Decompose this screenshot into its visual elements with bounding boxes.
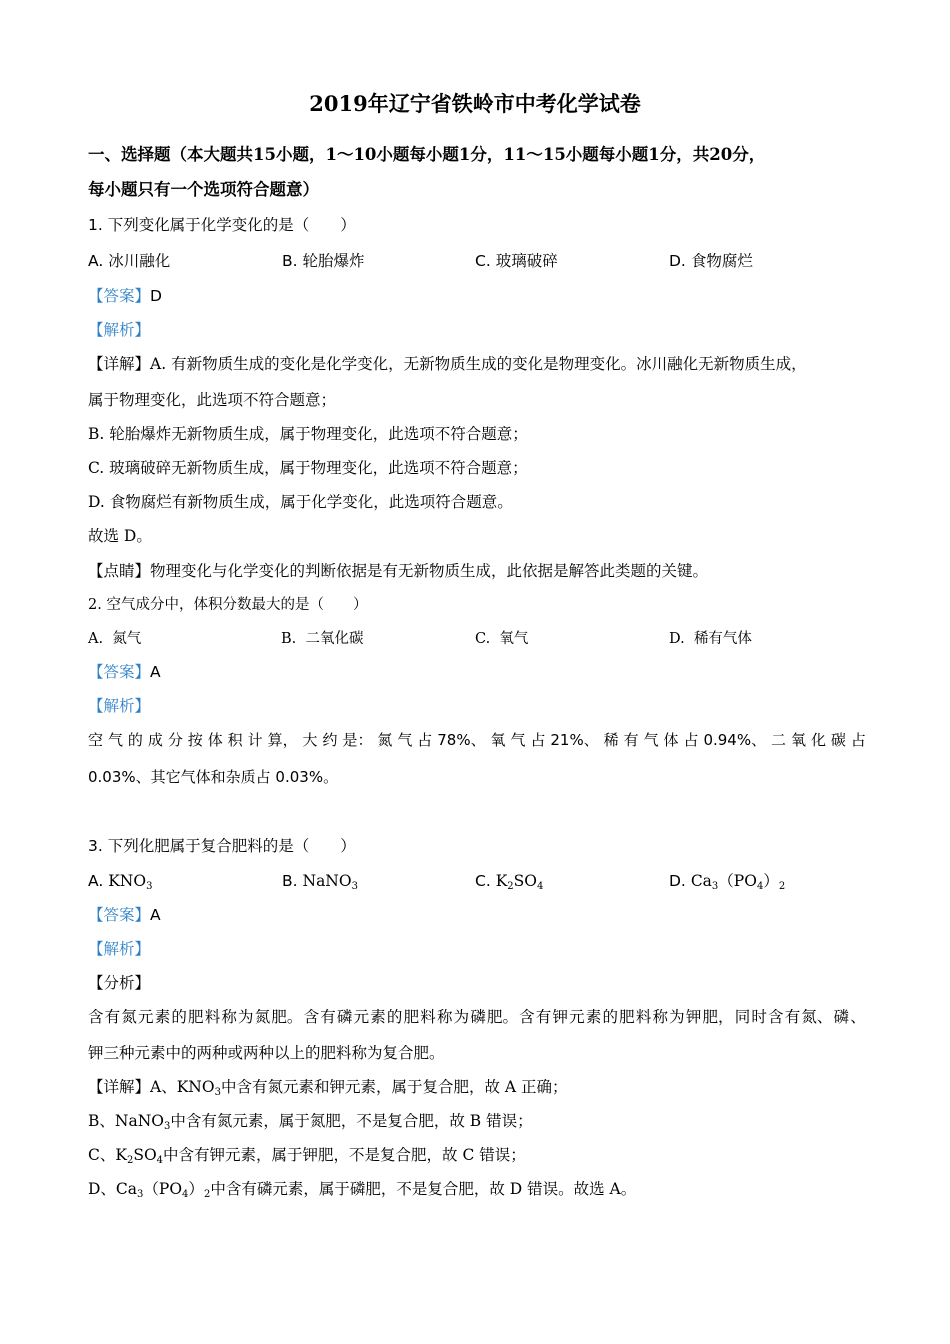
justified-segment: 空	[88, 731, 104, 749]
justified-segment: 气	[510, 731, 526, 749]
justified-segment: 元	[353, 1008, 370, 1026]
justified-segment: 为	[453, 1008, 470, 1026]
q2-answer	[88, 662, 161, 682]
justified-segment: 是：	[342, 731, 373, 749]
justified-segment: 体	[207, 731, 223, 749]
justified-segment: 成	[147, 731, 163, 749]
section-header-continued: 每小题只有一个选项符合题意）	[88, 180, 319, 199]
justified-segment: 约	[322, 731, 338, 749]
justified-segment: 料	[420, 1008, 436, 1026]
q3-analysis-tag: 【解析】	[88, 940, 151, 958]
question-3-number: 3.	[88, 837, 103, 855]
justified-segment: 有	[535, 1008, 552, 1026]
justified-segment: 有	[320, 1008, 336, 1026]
q2-option-b: B. 二氧化碳	[281, 631, 364, 647]
q3-detail-line: B、NaNO$_3$中含有氮元素，属于氮肥，不是复合肥，故 B 错误；	[88, 1112, 533, 1132]
q1-detail-line: C. 玻璃破碎无新物质生成，属于物理变化，此选项不符合题意；	[88, 459, 528, 477]
page-title: 2019年辽宁省铁岭市中考化学试卷	[309, 91, 641, 116]
question-1-stem	[88, 215, 356, 235]
justified-segment: 氧	[490, 731, 506, 749]
answer-tag: 【答案】	[88, 663, 151, 681]
q3-option-a: A. $KNO_3$	[88, 872, 153, 892]
justified-segment: 元	[138, 1008, 154, 1026]
q3-option-d: D. $Ca_3(PO_4)_2$	[669, 872, 786, 892]
justified-segment: 有	[623, 731, 639, 749]
justified-segment: 占	[683, 731, 699, 749]
justified-segment: 占	[530, 731, 546, 749]
q1-detail-line: D. 食物腐烂有新物质生成，属于化学变化，此选项符合题意。	[88, 493, 513, 511]
justified-segment: 的	[386, 1008, 403, 1026]
justified-segment: 含	[303, 1008, 320, 1026]
q1-comment: 【点睛】物理变化与化学变化的判断依据是有无新物质生成，此依据是解答此类题的关键。	[88, 562, 709, 580]
justified-segment: 有	[784, 1008, 801, 1026]
justified-segment: 碳	[830, 731, 846, 749]
answer-value: D	[150, 287, 162, 305]
section-header: 一、选择题（本大题共15小题，1～10小题每小题1分，11～15小题每小题1分，共20分，	[88, 145, 766, 164]
q3-detail-line: C、$K_2SO_4$中含有钾元素，属于钾肥，不是复合肥，故 C 错误；	[88, 1146, 526, 1166]
q2-analysis-line	[88, 730, 866, 750]
q3-option-b: B. NaNO$_3$	[282, 872, 358, 892]
q3-fenxi-line: 钾三种元素中的两种或两种以上的肥料称为复合肥。	[88, 1044, 445, 1062]
q1-analysis-tag: 【解析】	[88, 321, 151, 339]
justified-segment: 的	[602, 1008, 618, 1026]
justified-segment: 的	[171, 1008, 187, 1026]
justified-segment: 21%、	[550, 731, 599, 749]
justified-segment: 积	[227, 731, 243, 749]
answer-tag: 【答案】	[88, 287, 151, 305]
justified-segment: 元	[569, 1008, 585, 1026]
justified-segment: 肥	[403, 1008, 420, 1026]
q1-option-c: C. 玻璃破碎	[475, 252, 558, 270]
q1-detail-line: B. 轮胎爆炸无新物质生成，属于物理变化，此选项不符合题意；	[88, 425, 528, 443]
justified-segment: 二	[771, 731, 787, 749]
justified-segment: 肥，	[702, 1008, 734, 1026]
q3-fenxi-tag: 【分析】	[88, 974, 151, 992]
q2-option-d: D. 稀有气体	[669, 631, 752, 647]
justified-segment: 含	[768, 1008, 784, 1026]
justified-segment: 算，	[267, 731, 298, 749]
justified-segment: 稀	[603, 731, 619, 749]
answer-tag: 【答案】	[88, 906, 151, 924]
q3-answer	[88, 905, 161, 925]
justified-segment: 有	[104, 1008, 121, 1026]
justified-segment: 78%、	[437, 731, 486, 749]
justified-segment: 气	[643, 731, 659, 749]
justified-segment: 占	[850, 731, 866, 749]
justified-segment: 磷	[336, 1008, 353, 1026]
answer-value: A	[150, 663, 161, 681]
justified-segment: 料	[635, 1008, 652, 1026]
justified-segment: 肥。	[271, 1008, 303, 1026]
question-3-stem	[88, 836, 356, 856]
q2-option-c: C. 氧气	[475, 631, 529, 647]
justified-segment: 化	[810, 731, 826, 749]
justified-segment: 同	[734, 1008, 751, 1026]
q1-conclusion: 故选 D。	[88, 527, 152, 545]
justified-segment: 体	[663, 731, 679, 749]
justified-segment: 计	[247, 731, 263, 749]
answer-value: A	[150, 906, 161, 924]
justified-segment: 为	[238, 1008, 254, 1026]
justified-segment: 素	[154, 1008, 171, 1026]
question-1-text: 下列变化属于化学变化的是（ ）	[107, 216, 356, 234]
justified-segment: 分	[167, 731, 183, 749]
justified-segment: 0.94%、	[703, 731, 767, 749]
justified-segment: 氧	[790, 731, 806, 749]
q1-option-b: B. 轮胎爆炸	[282, 252, 365, 270]
question-1-number: 1.	[88, 216, 103, 234]
q1-detail-line: 【详解】A. 有新物质生成的变化是化学变化，无新物质生成的变化是物理变化。冰川融化无新物质生成，	[88, 355, 807, 373]
q3-fenxi-line	[88, 1007, 866, 1027]
justified-segment: 素	[370, 1008, 386, 1026]
justified-segment: 钾	[552, 1008, 568, 1026]
justified-segment: 称	[436, 1008, 453, 1026]
justified-segment: 的	[127, 731, 143, 749]
justified-segment: 磷	[833, 1008, 850, 1026]
q3-option-c: C. $K_2SO_4$	[475, 872, 544, 892]
justified-segment: 时	[751, 1008, 767, 1026]
justified-segment: 按	[187, 731, 203, 749]
q1-option-d: D. 食物腐烂	[669, 252, 753, 270]
q3-detail-line: D、$Ca_3(PO_4)_2$中含有磷元素，属于磷肥，不是复合肥，故 D 错误。故选 A。	[88, 1180, 637, 1200]
justified-segment: 大	[302, 731, 318, 749]
justified-segment: 肥	[188, 1008, 204, 1026]
q2-analysis-tag: 【解析】	[88, 697, 151, 715]
justified-segment: 含	[88, 1008, 104, 1026]
justified-segment: 氮	[377, 731, 393, 749]
justified-segment: 钾	[685, 1008, 702, 1026]
justified-segment: 氮	[121, 1008, 137, 1026]
q1-option-a: A. 冰川融化	[88, 252, 171, 270]
question-3-text: 下列化肥属于复合肥料的是（ ）	[107, 837, 356, 855]
justified-segment: 占	[417, 731, 433, 749]
justified-segment: 肥。	[486, 1008, 518, 1026]
justified-segment: 、	[850, 1008, 866, 1026]
justified-segment: 含	[519, 1008, 535, 1026]
justified-segment: 料	[204, 1008, 221, 1026]
justified-segment: 素	[585, 1008, 602, 1026]
q2-option-a: A. 氮气	[88, 631, 142, 647]
q2-analysis-line: 0.03%、其它气体和杂质占 0.03%。	[88, 768, 339, 786]
q3-detail-line: 【详解】A、$KNO_3$中含有氮元素和钾元素，属于复合肥，故 A 正确；	[88, 1078, 568, 1098]
q1-answer	[88, 286, 162, 306]
justified-segment: 气	[397, 731, 413, 749]
q1-detail-line: 属于物理变化，此选项不符合题意；	[88, 391, 337, 409]
justified-segment: 气	[107, 731, 123, 749]
justified-segment: 氮	[254, 1008, 271, 1026]
justified-segment: 磷	[470, 1008, 486, 1026]
justified-segment: 称	[652, 1008, 669, 1026]
justified-segment: 氮、	[801, 1008, 833, 1026]
justified-segment: 肥	[619, 1008, 635, 1026]
justified-segment: 称	[221, 1008, 237, 1026]
justified-segment: 为	[669, 1008, 685, 1026]
question-2-stem: 2. 空气成分中，体积分数最大的是（ ）	[88, 597, 368, 613]
